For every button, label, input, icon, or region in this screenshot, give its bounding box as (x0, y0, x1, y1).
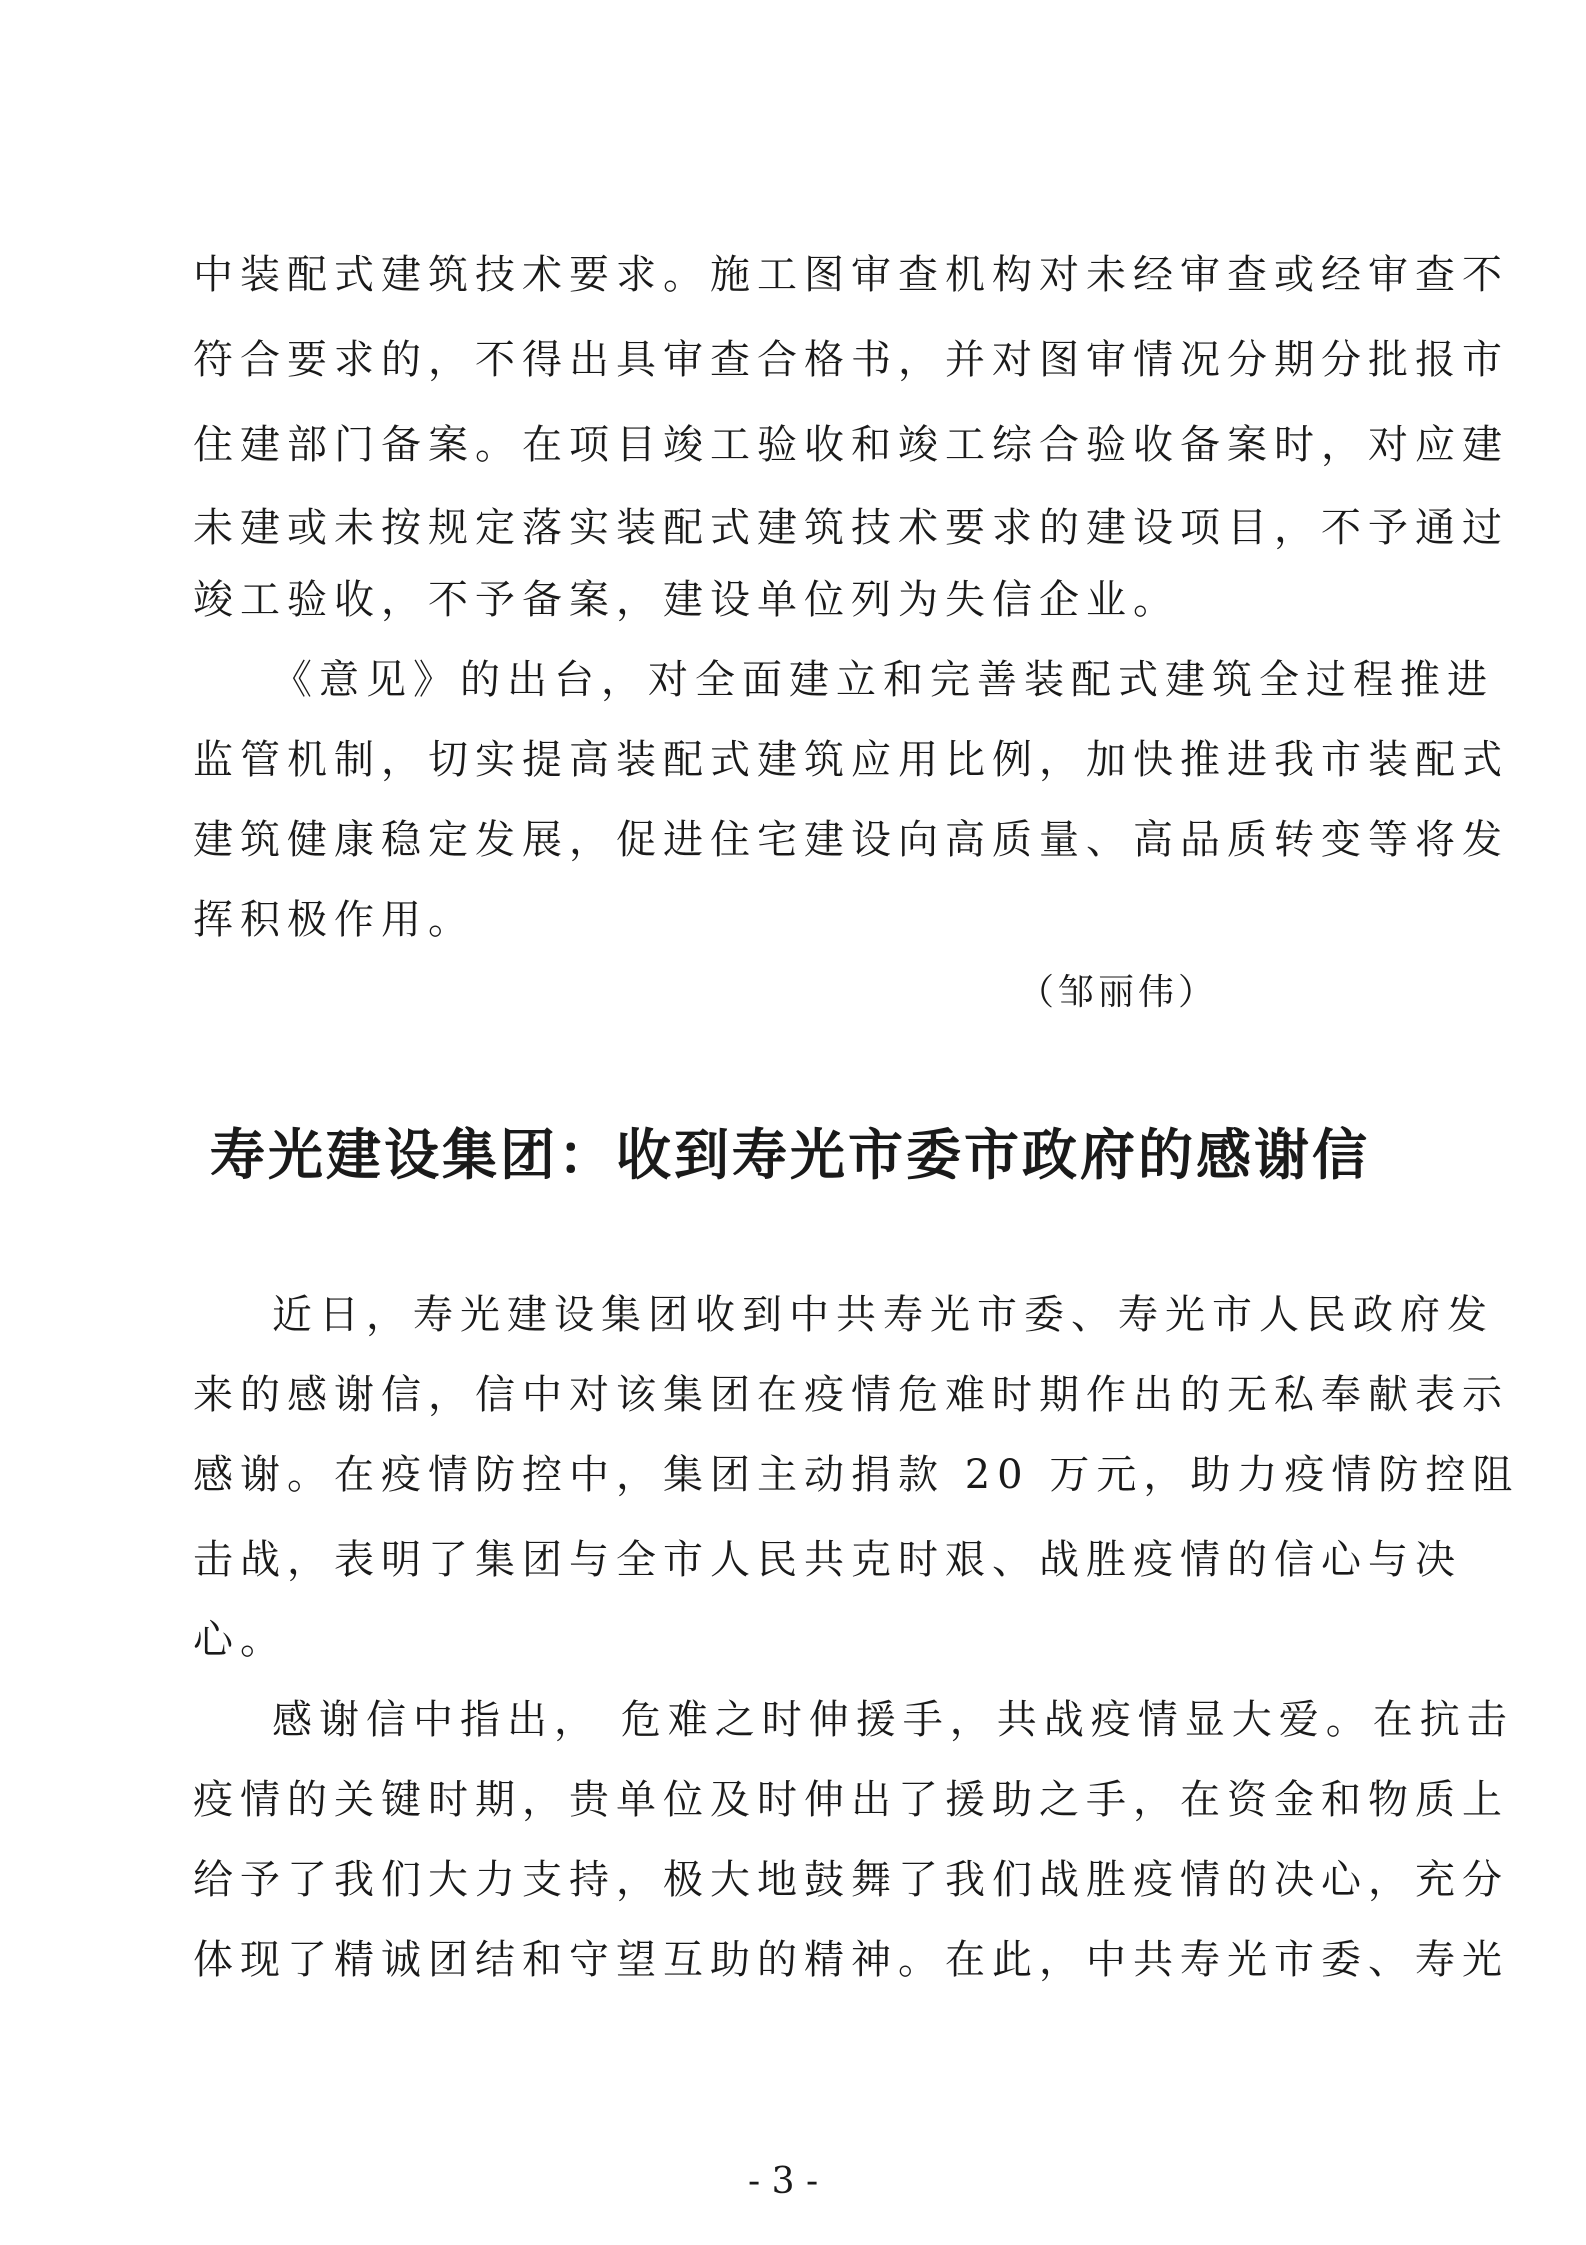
text-line: 近日，寿光建设集团收到中共寿光市委、寿光市人民政府发 (272, 1292, 1494, 1338)
text-line: 未建或未按规定落实装配式建筑技术要求的建设项目，不予通过 (193, 505, 1509, 551)
text-line: 感谢信中指出， 危难之时伸援手，共战疫情显大爱。在抗击 (272, 1697, 1514, 1743)
text-line: 符合要求的，不得出具审查合格书，并对图审情况分期分批报市 (193, 337, 1509, 383)
text-line: 心。 (193, 1617, 287, 1663)
text-line: 中装配式建筑技术要求。施工图审查机构对未经审查或经审查不 (193, 252, 1509, 298)
text-line: 体现了精诚团结和守望互助的精神。在此，中共寿光市委、寿光 (193, 1937, 1509, 1983)
text-line: 给予了我们大力支持，极大地鼓舞了我们战胜疫情的决心，充分 (193, 1857, 1509, 1903)
text-line: 来的感谢信，信中对该集团在疫情危难时期作出的无私奉献表示 (193, 1372, 1509, 1418)
text-line: 住建部门备案。在项目竣工验收和竣工综合验收备案时，对应建 (193, 422, 1509, 468)
text-line: 挥积极作用。 (193, 897, 475, 943)
text-line: 击战，表明了集团与全市人民共克时艰、战胜疫情的信心与决 (193, 1537, 1462, 1583)
text-line: 《意见》的出台，对全面建立和完善装配式建筑全过程推进 (272, 657, 1494, 703)
text-line: 疫情的关键时期，贵单位及时伸出了援助之手，在资金和物质上 (193, 1777, 1509, 1823)
article-title: 寿光建设集团：收到寿光市委市政府的感谢信 (210, 1122, 1371, 1187)
author-byline: （邹丽伟） (1018, 972, 1219, 1013)
text-line: 监管机制，切实提高装配式建筑应用比例，加快推进我市装配式 (193, 737, 1509, 783)
text-line: 建筑健康稳定发展，促进住宅建设向高质量、高品质转变等将发 (193, 817, 1509, 863)
text-line: 竣工验收，不予备案，建设单位列为失信企业。 (193, 577, 1180, 623)
page-number: - 3 - (748, 2161, 819, 2202)
text-line: 感谢。在疫情防控中，集团主动捐款 20 万元，助力疫情防控阻 (193, 1452, 1520, 1498)
